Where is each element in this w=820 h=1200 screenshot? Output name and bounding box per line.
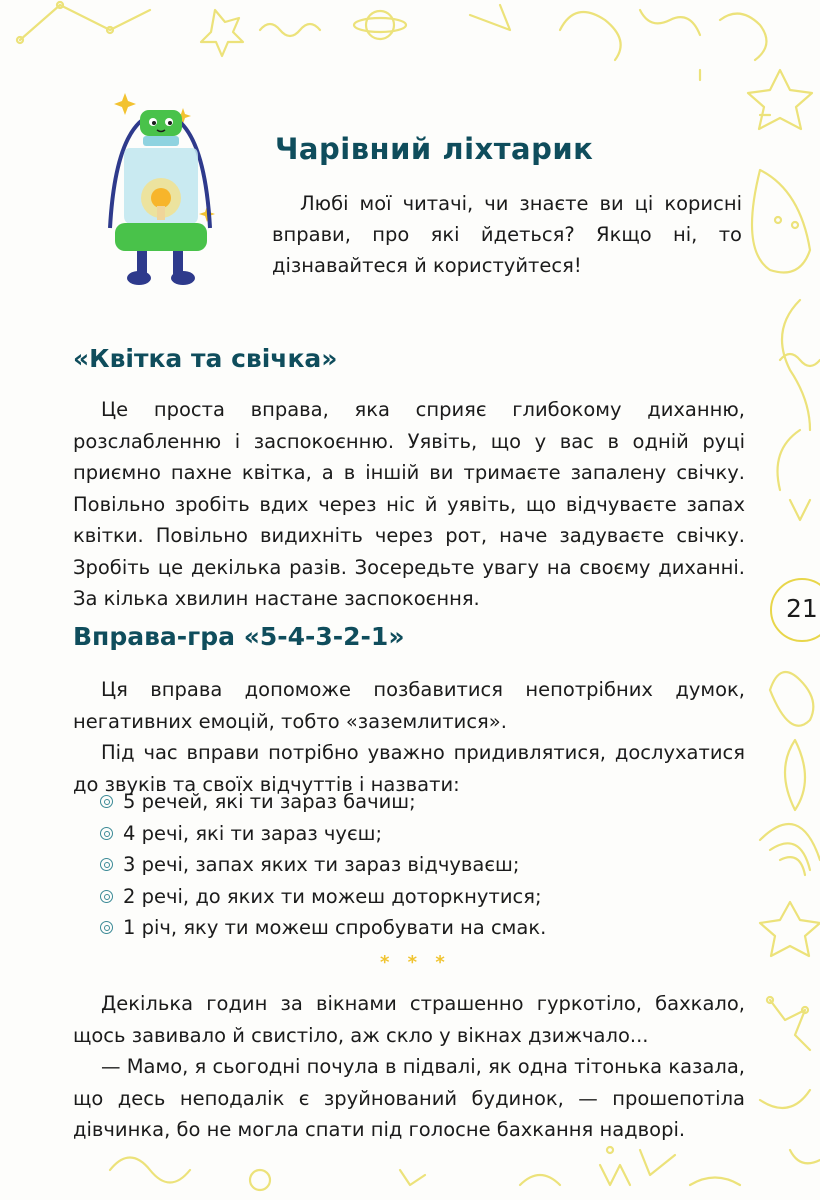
section-title-flower-candle: «Квітка та свічка»	[73, 344, 338, 373]
list-item: 2 речі, до яких ти можеш доторкнутися;	[100, 881, 546, 913]
list-item: 3 речі, запах яких ти зараз відчуваєш;	[100, 849, 546, 881]
list-item: 1 річ, яку ти можеш спробувати на смак.	[100, 912, 546, 944]
intro-text: Любі мої читачі, чи знаєте ви ці корисні вправи, про які йдеться? Якщо ні, то дізнавайтеся й користуйтеся!	[272, 192, 742, 277]
page-number: 21	[786, 594, 818, 623]
exercise-list	[100, 786, 546, 944]
section-text-flower-candle: Це проста вправа, яка сприяє глибокому диханню, розслабленню і заспокоєнню. Уявіть, що у вас в одній руці приємно пахне квітка, а в іншій ви тримаєте запалену свічку. Повільно зробіть вдих через ніс й уявіть, що відчуваєте запах квітки. Повільно видихніть через рот, наче задуваєте свічку. Зробіть це декілька разів. Зосередьте увагу на своєму диханні. За кілька хвилин настане заспокоєння.	[73, 398, 745, 610]
story-paragraph-2: — Мамо, я сьогодні почула в підвалі, як одна тітонька казала, що десь неподалік є зруйнований будинок, — прошепотіла дівчинка, бо не могла спати під голосне бахкання надворі.	[73, 1055, 745, 1141]
spiral-bullet-icon	[100, 890, 113, 903]
section-separator: * * *	[380, 952, 451, 973]
story-paragraph-1: Декілька годин за вікнами страшенно гуркотіло, бахкало, щось завивало й свистіло, аж скло у вікнах дзижчало...	[73, 992, 745, 1047]
spiral-bullet-icon	[100, 858, 113, 871]
list-item: 4 речі, які ти зараз чуєш;	[100, 818, 546, 850]
magic-lantern-illustration	[95, 88, 225, 298]
spiral-bullet-icon	[100, 795, 113, 808]
list-item: 5 речей, які ти зараз бачиш;	[100, 786, 546, 818]
intro-title: Чарівний ліхтарик	[275, 132, 594, 166]
section-title-5-4-3-2-1: Вправа-гра «5-4-3-2-1»	[73, 622, 405, 651]
spiral-bullet-icon	[100, 827, 113, 840]
section-text-intro: Ця вправа допоможе позбавитися непотрібних думок, негативних емоцій, тобто «заземлитися».	[73, 678, 745, 733]
section-text-instructions: Під час вправи потрібно уважно придивлятися, дослухатися до звуків та своїх відчуттів і назвати:	[73, 741, 745, 796]
spiral-bullet-icon	[100, 921, 113, 934]
